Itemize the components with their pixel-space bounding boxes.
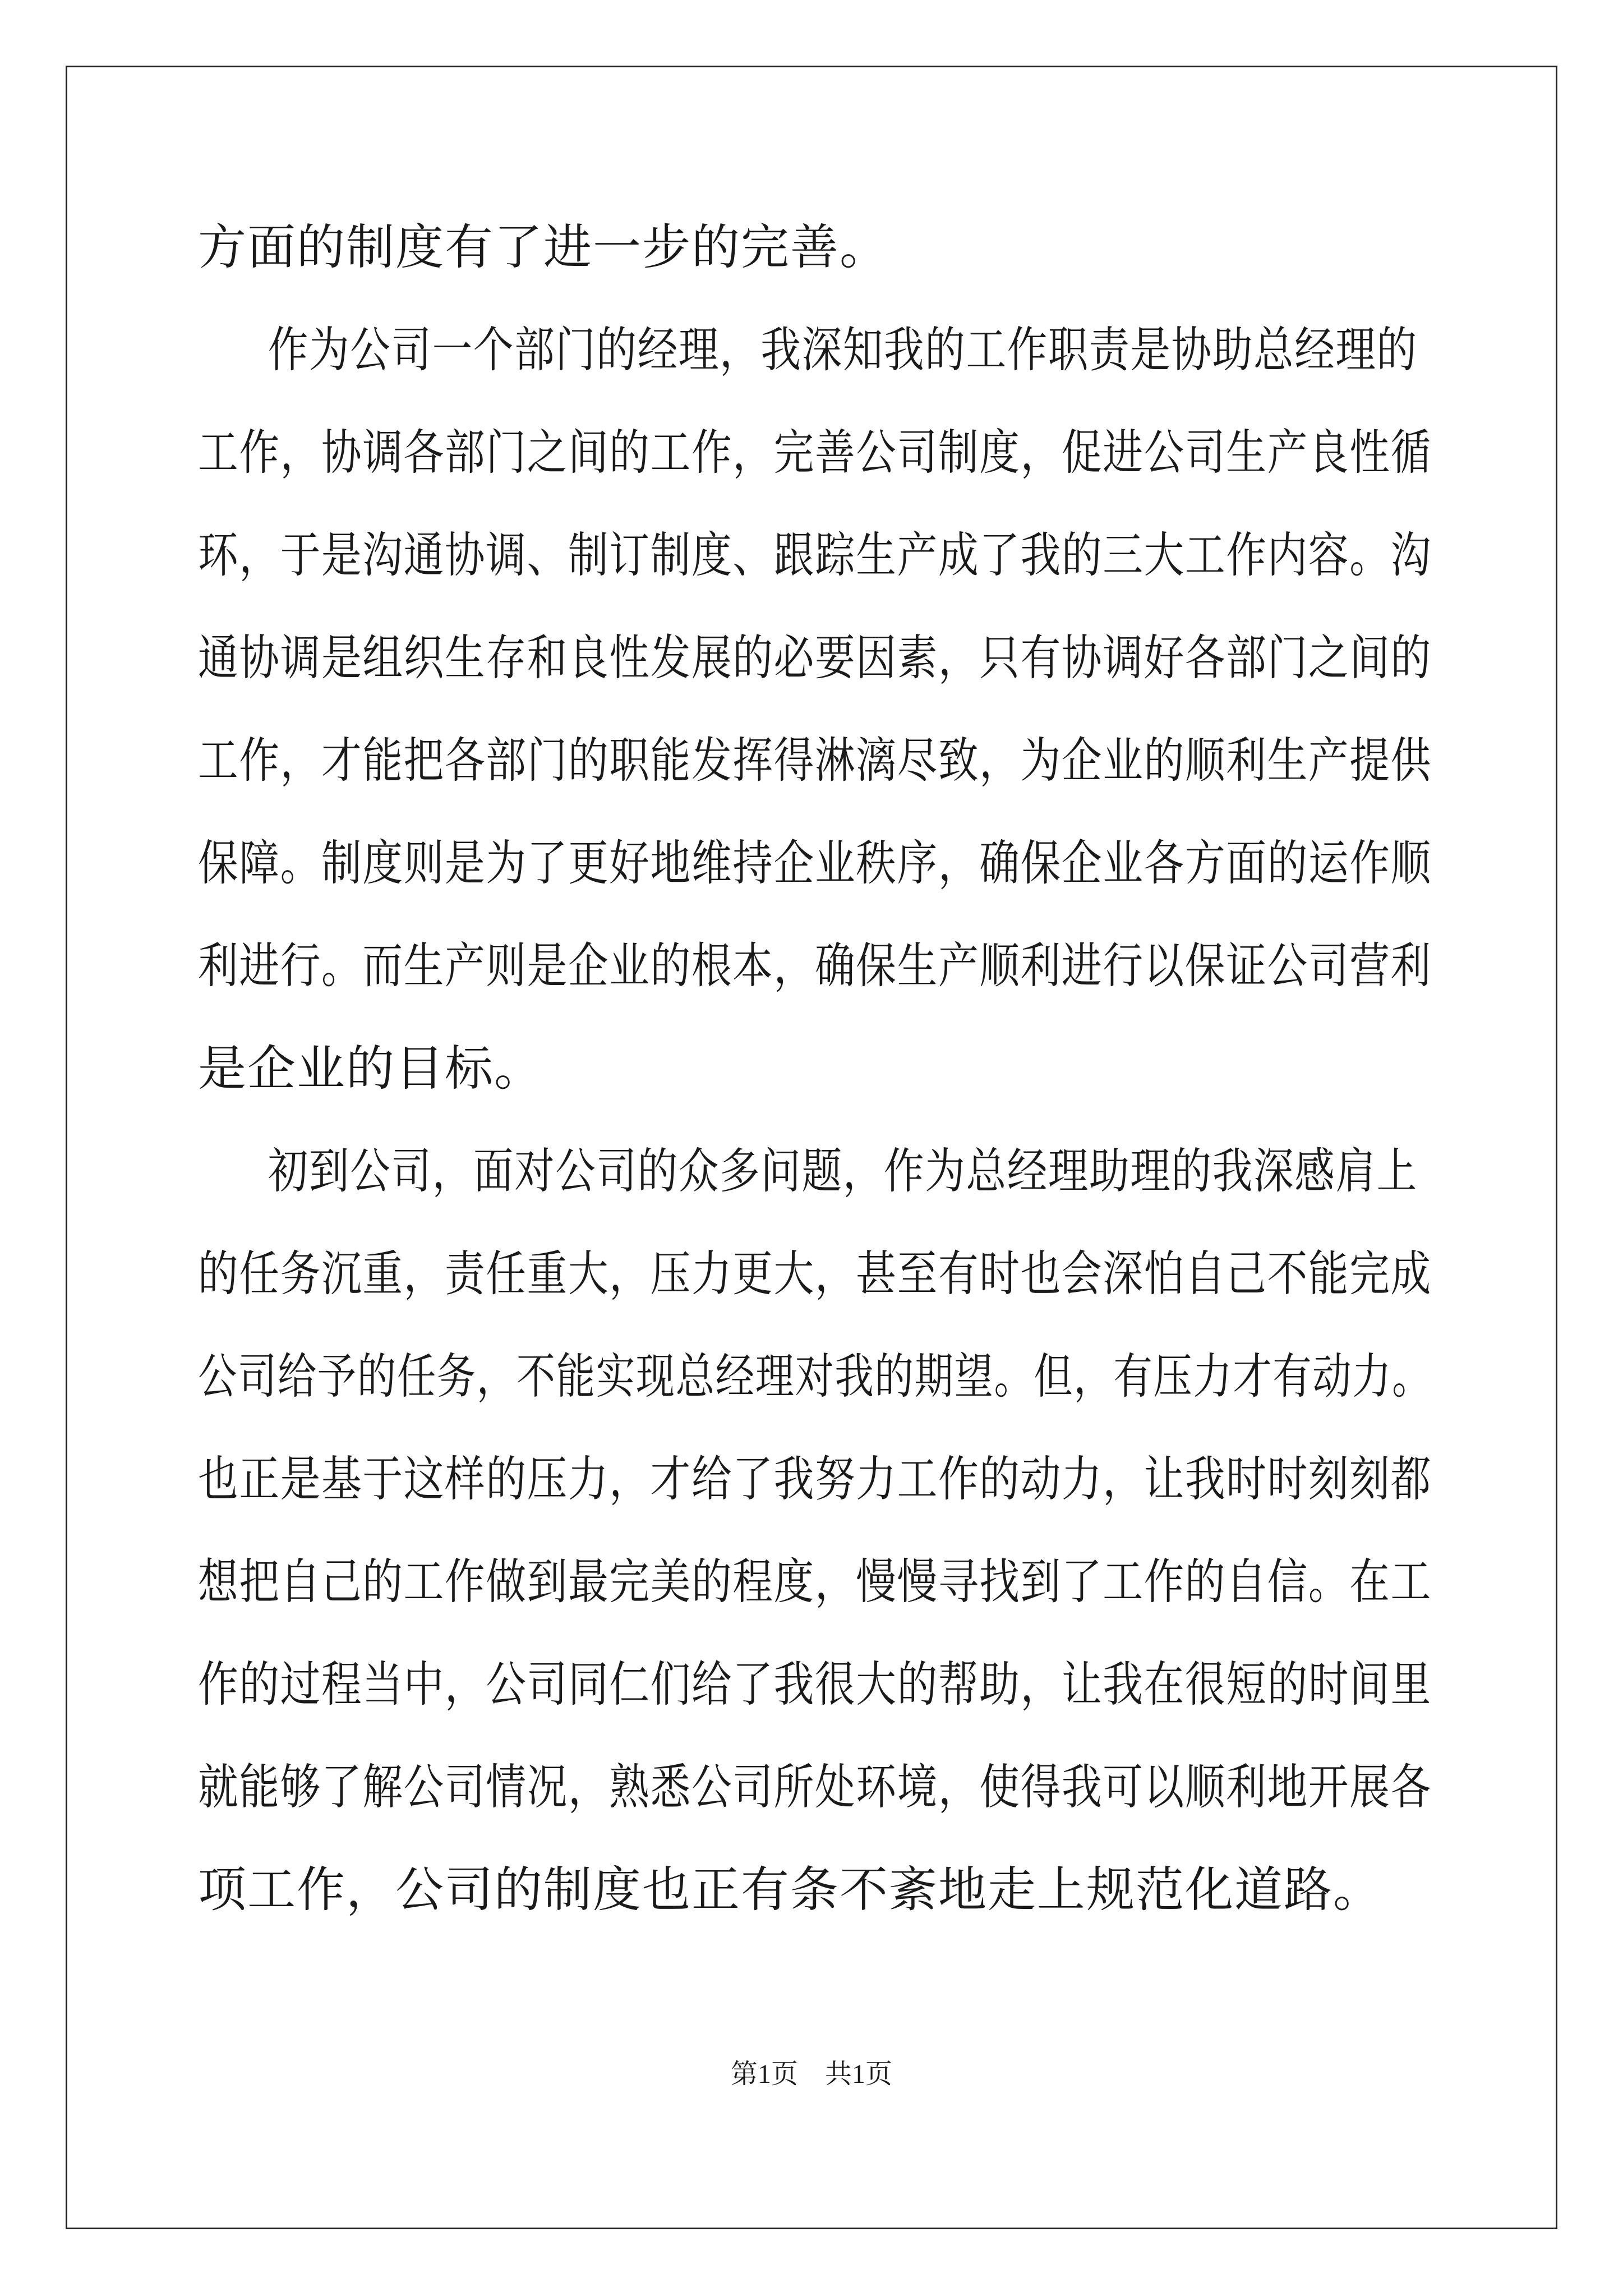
text-line: 就能够了解公司情况，熟悉公司所处环境，使得我可以顺利地开展各 — [198, 1759, 1432, 1815]
page-number: 第1页 — [730, 2059, 798, 2089]
page-footer — [0, 2058, 1623, 2091]
text-line: 利进行。而生产则是企业的根本，确保生产顺利进行以保证公司营利 — [198, 938, 1432, 994]
text-line: 的任务沉重，责任重大，压力更大，甚至有时也会深怕自己不能完成 — [198, 1246, 1432, 1302]
page-total: 共1页 — [825, 2059, 893, 2089]
text-line: 也正是基于这样的压力，才给了我努力工作的动力，让我时时刻刻都 — [198, 1451, 1432, 1507]
document-body — [198, 196, 1432, 1941]
text-line: 工作，协调各部门之间的工作，完善公司制度，促进公司生产良性循 — [198, 425, 1432, 481]
text-line: 方面的制度有了进一步的完善。 — [198, 219, 889, 275]
text-line: 工作，才能把各部门的职能发挥得淋漓尽致，为企业的顺利生产提供 — [198, 733, 1432, 789]
text-line: 作的过程当中，公司同仁们给了我很大的帮助，让我在很短的时间里 — [198, 1657, 1432, 1713]
text-line: 项工作，公司的制度也正有条不紊地走上规范化道路。 — [198, 1862, 1382, 1918]
text-line: 是企业的目标。 — [198, 1041, 543, 1097]
text-line: 通协调是组织生存和良性发展的必要因素，只有协调好各部门之间的 — [198, 630, 1432, 686]
text-line: 作为公司一个部门的经理，我深知我的工作职责是协助总经理的 — [268, 322, 1418, 378]
text-line: 初到公司，面对公司的众多问题，作为总经理助理的我深感肩上 — [268, 1143, 1418, 1199]
text-line: 保障。制度则是为了更好地维持企业秩序，确保企业各方面的运作顺 — [198, 835, 1432, 891]
text-line: 公司给予的任务，不能实现总经理对我的期望。但，有压力才有动力。 — [198, 1349, 1432, 1405]
text-line: 环，于是沟通协调、制订制度、跟踪生产成了我的三大工作内容。沟 — [198, 527, 1432, 583]
text-line: 想把自己的工作做到最完美的程度，慢慢寻找到了工作的自信。在工 — [198, 1554, 1432, 1610]
